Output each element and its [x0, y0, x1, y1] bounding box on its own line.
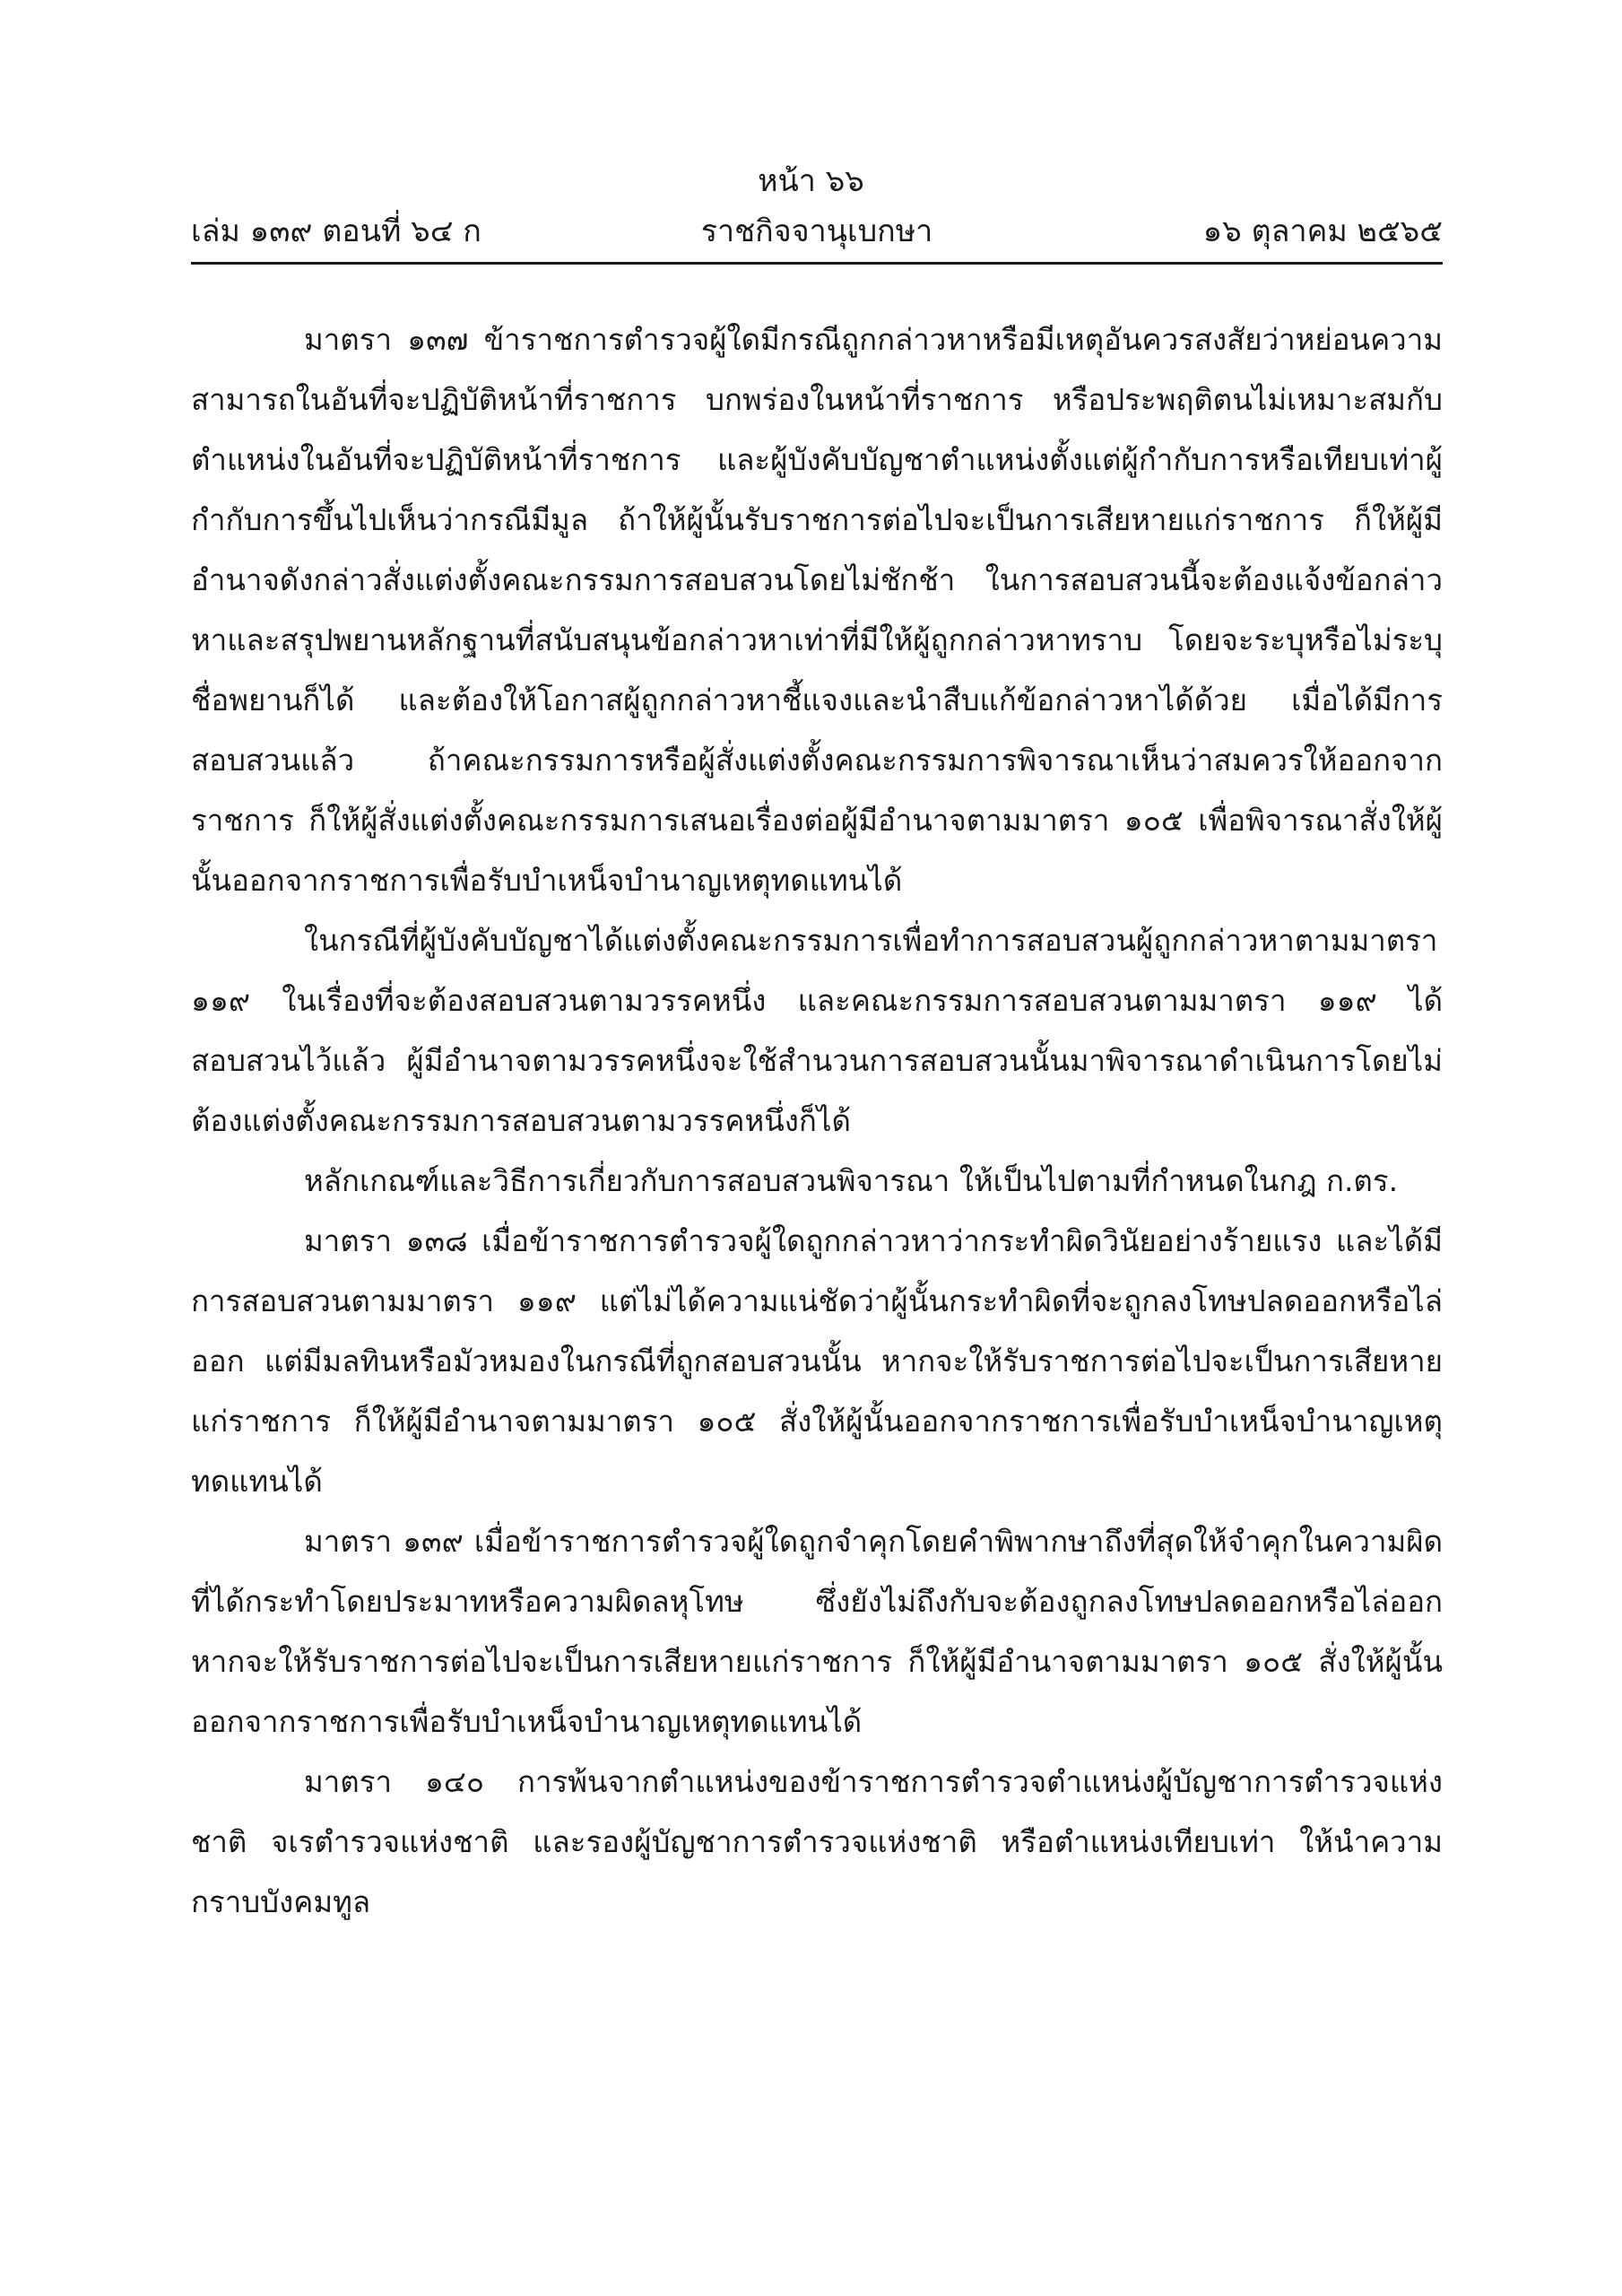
publication-date: ๑๖ ตุลาคม ๒๕๖๕: [1202, 213, 1443, 249]
gazette-title: ราชกิจจานุเบกษา: [700, 213, 933, 249]
document-body: [191, 309, 1443, 1932]
page-number: หน้า ๖๖: [758, 163, 864, 199]
gazette-header: [191, 208, 1443, 265]
paragraph-section-139: มาตรา ๑๓๙ เมื่อข้าราชการตำรวจผู้ใดถูกจำคุกโดยคำพิพากษาถึงที่สุดให้จำคุกในความผิดที่ได้กระทำโดยประมาทหรือความผิดลหุโทษ ซึ่งยังไม่ถึงกับจะต้องถูกลงโทษปลดออกหรือไล่ออก หากจะให้รับราชการต่อไปจะเป็นการเสียหายแก่ราชการ ก็ให้ผู้มีอำนาจตามมาตรา ๑๐๕ สั่งให้ผู้นั้นออกจากราชการเพื่อรับบำเหน็จบำนาญเหตุทดแทนได้: [191, 1524, 1443, 1739]
paragraph-section-140: มาตรา ๑๔๐ การพ้นจากตำแหน่งของข้าราชการตำรวจตำแหน่งผู้บัญชาการตำรวจแห่งชาติ จเรตำรวจแห่งชาติ และรองผู้บัญชาการตำรวจแห่งชาติ หรือตำแหน่งเทียบเท่า ให้นำความกราบบังคมทูล: [191, 1764, 1443, 1919]
paragraph-section-138: มาตรา ๑๓๘ เมื่อข้าราชการตำรวจผู้ใดถูกกล่าวหาว่ากระทำผิดวินัยอย่างร้ายแรง และได้มีการสอบสวนตามมาตรา ๑๑๙ แต่ไม่ได้ความแน่ชัดว่าผู้นั้นกระทำผิดที่จะถูกลงโทษปลดออกหรือไล่ออก แต่มีมลทินหรือมัวหมองในกรณีที่ถูกสอบสวนนั้น หากจะให้รับราชการต่อไปจะเป็นการเสียหายแก่ราชการ ก็ให้ผู้มีอำนาจตามมาตรา ๑๐๕ สั่งให้ผู้นั้นออกจากราชการเพื่อรับบำเหน็จบำนาญเหตุทดแทนได้: [191, 1223, 1443, 1499]
paragraph-section-137-third: หลักเกณฑ์และวิธีการเกี่ยวกับการสอบสวนพิจารณา ให้เป็นไปตามที่กำหนดในกฎ ก.ตร.: [304, 1163, 1399, 1198]
paragraph-section-137-second: ในกรณีที่ผู้บังคับบัญชาได้แต่งตั้งคณะกรรมการเพื่อทำการสอบสวนผู้ถูกกล่าวหาตามมาตรา ๑๑๙ ในเรื่องที่จะต้องสอบสวนตามวรรคหนึ่ง และคณะกรรมการสอบสวนตามมาตรา ๑๑๙ ได้สอบสวนไว้แล้ว ผู้มีอำนาจตามวรรคหนึ่งจะใช้สำนวนการสอบสวนนั้นมาพิจารณาดำเนินการโดยไม่ต้องแต่งตั้งคณะกรรมการสอบสวนตามวรรคหนึ่งก็ได้: [191, 923, 1443, 1138]
paragraph-section-137: มาตรา ๑๓๗ ข้าราชการตำรวจผู้ใดมีกรณีถูกกล่าวหาหรือมีเหตุอันควรสงสัยว่าหย่อนความสามารถในอันที่จะปฏิบัติหน้าที่ราชการ บกพร่องในหน้าที่ราชการ หรือประพฤติตนไม่เหมาะสมกับตำแหน่งในอันที่จะปฏิบัติหน้าที่ราชการ และผู้บังคับบัญชาตำแหน่งตั้งแต่ผู้กำกับการหรือเทียบเท่าผู้กำกับการขึ้นไปเห็นว่ากรณีมีมูล ถ้าให้ผู้นั้นรับราชการต่อไปจะเป็นการเสียหายแก่ราชการ ก็ให้ผู้มีอำนาจดังกล่าวสั่งแต่งตั้งคณะกรรมการสอบสวนโดยไม่ชักช้า ในการสอบสวนนี้จะต้องแจ้งข้อกล่าวหาและสรุปพยานหลักฐานที่สนับสนุนข้อกล่าวหาเท่าที่มีให้ผู้ถูกกล่าวหาทราบ โดยจะระบุหรือไม่ระบุชื่อพยานก็ได้ และต้องให้โอกาสผู้ถูกกล่าวหาชี้แจงและนำสืบแก้ข้อกล่าวหาได้ด้วย เมื่อได้มีการสอบสวนแล้ว ถ้าคณะกรรมการหรือผู้สั่งแต่งตั้งคณะกรรมการพิจารณาเห็นว่าสมควรให้ออกจากราชการ ก็ให้ผู้สั่งแต่งตั้งคณะกรรมการเสนอเรื่องต่อผู้มีอำนาจตามมาตรา ๑๐๕ เพื่อพิจารณาสั่งให้ผู้นั้นออกจากราชการเพื่อรับบำเหน็จบำนาญเหตุทดแทนได้: [191, 322, 1443, 898]
volume-issue: เล่ม ๑๓๙ ตอนที่ ๖๔ ก: [191, 213, 481, 249]
